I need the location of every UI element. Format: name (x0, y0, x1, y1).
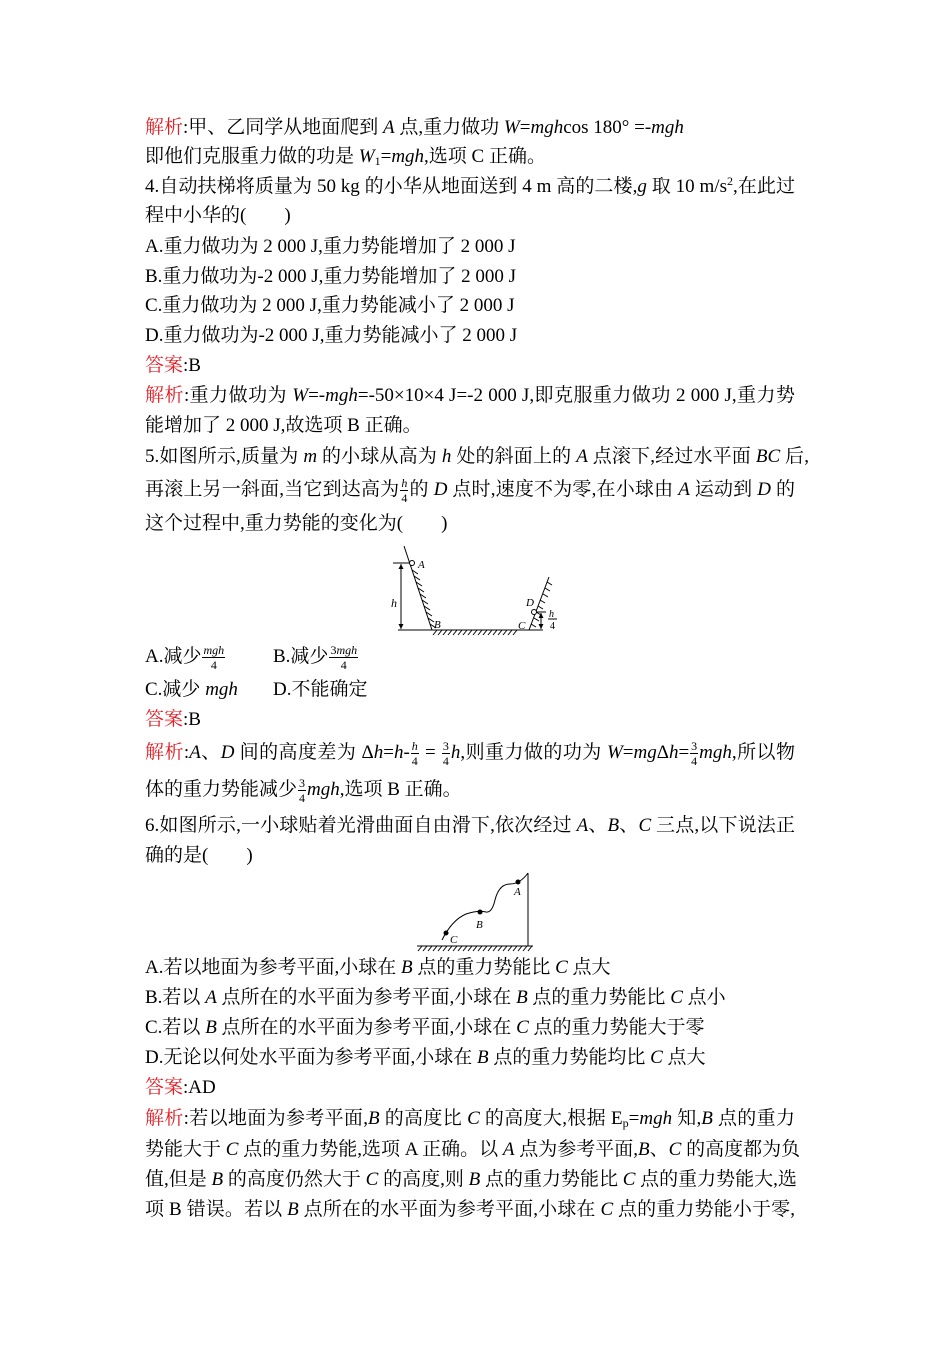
math-variable: A (383, 117, 395, 138)
math-variable: B (638, 1139, 650, 1160)
text-run: 点小 (682, 987, 726, 1008)
option-b (145, 985, 726, 1011)
math-variable: B (701, 1108, 713, 1129)
text-run: ,选项 C 正确。 (424, 146, 546, 167)
text-run: 点所在的水平面为参考平面,小球在 (216, 987, 517, 1008)
math-variable: BC (755, 446, 781, 467)
text-run: 4 (691, 754, 698, 769)
math-variable: A (189, 742, 201, 763)
text-run: D.不能确定 (273, 679, 368, 700)
option-b (273, 643, 359, 673)
text-run: 3 (299, 776, 306, 791)
analysis-line (145, 739, 795, 769)
option-c (145, 293, 514, 319)
text-run: 5.如图所示,质量为 (145, 446, 304, 467)
analysis-line (145, 1106, 795, 1132)
option-b (145, 264, 516, 290)
text-run: 的 (771, 479, 795, 500)
text-run: 点的重力势能比 (412, 957, 556, 978)
label-d: D (526, 597, 534, 609)
math-variable: B (476, 1047, 489, 1068)
label-a: A (418, 559, 425, 571)
fraction-denominator: 4 (550, 621, 555, 632)
text-run: 4 (411, 754, 418, 769)
section-label: 解析 (145, 385, 184, 406)
label-b: B (434, 619, 441, 631)
text-run: C.若以 (145, 1017, 206, 1038)
math-variable: C (365, 1169, 379, 1190)
math-variable: C (622, 1169, 636, 1190)
ball-d-icon (532, 610, 537, 615)
text-run: 点,重力做功 (394, 117, 504, 138)
math-variable: A (502, 1139, 515, 1160)
text-run: : (183, 742, 190, 763)
text-run: 、 (588, 815, 608, 836)
subscript: 1 (374, 154, 381, 168)
math-variable: B (205, 1017, 217, 1038)
math-variable: W (358, 146, 375, 167)
math-variable: h (668, 742, 679, 763)
text-run: 点的重力 (712, 1108, 795, 1129)
math-variable: C (638, 815, 652, 836)
math-variable: C (670, 987, 683, 1008)
math-variable: h (393, 742, 404, 763)
option-d (273, 677, 367, 703)
text-run: 点的重力势能大,选 (635, 1169, 797, 1190)
analysis-line (145, 776, 462, 806)
question-stem-line (145, 843, 253, 869)
text-run: 取 10 m/s (646, 176, 727, 197)
fraction-denominator (211, 658, 217, 671)
math-variable: h (401, 476, 408, 491)
math-variable: g (637, 176, 647, 197)
math-variable: mgh (205, 679, 238, 700)
fraction-denominator (299, 791, 305, 804)
math-variable: D (757, 479, 772, 500)
math-variable: B (211, 1169, 224, 1190)
question-stem-line (145, 444, 809, 470)
text-run: 势能大于 (145, 1139, 226, 1160)
text-run: cos 180° =- (563, 117, 652, 138)
section-label: 答案 (145, 709, 184, 730)
fraction-numerator (400, 477, 408, 491)
section-label: 解析 (145, 117, 184, 138)
fraction-numerator (202, 644, 225, 658)
analysis-line (145, 1167, 795, 1193)
math-variable: mgh (336, 643, 358, 658)
text-run: A.若以地面为参考平面,小球在 (145, 957, 401, 978)
math-variable: B (287, 1199, 299, 1220)
math-variable: B (468, 1169, 481, 1190)
math-variable: mgh (651, 117, 684, 138)
text-run: 4 (299, 791, 306, 806)
text-run: C.重力做功为 2 000 J,重力势能减小了 2 000 J (145, 295, 515, 316)
ground-hatch (433, 630, 517, 635)
text-run: 这个过程中,重力势能的变化为( ) (145, 513, 448, 534)
answer-line (145, 353, 201, 379)
ball-a-icon (516, 880, 521, 885)
label-a: A (514, 886, 521, 898)
text-run: ,在此过 (732, 176, 796, 197)
text-run: :AD (183, 1077, 216, 1098)
analysis-line (145, 1197, 795, 1223)
math-variable: mgh (325, 385, 358, 406)
text-run: 值,但是 (145, 1169, 212, 1190)
text-run: 4 (210, 658, 217, 673)
text-run: B.减少 (273, 646, 329, 667)
incline-figure (385, 540, 570, 640)
option-c (145, 677, 238, 703)
math-variable: A (205, 987, 217, 1008)
question-stem-line (145, 174, 795, 200)
math-variable: W (606, 742, 623, 763)
left-slope-hatch (412, 570, 436, 628)
text-run: 、 (649, 1139, 669, 1160)
fraction (411, 740, 419, 767)
math-variable: B (368, 1108, 380, 1129)
label-b: B (476, 919, 483, 931)
option-d (145, 323, 517, 349)
label-c: C (518, 620, 526, 632)
text-run: 能增加了 2 000 J,故选项 B 正确。 (145, 415, 422, 436)
fraction-denominator (691, 754, 697, 767)
text-run: 点滚下,经过水平面 (587, 446, 756, 467)
text-run: = (519, 117, 531, 138)
math-variable: mgh (530, 117, 564, 138)
text-run: C.减少 (145, 679, 206, 700)
text-run: 的 (409, 479, 434, 500)
text-run: 3 (330, 643, 337, 658)
text-run: 运动到 (689, 479, 758, 500)
text-run: A.重力做功为 2 000 J,重力势能增加了 2 000 J (145, 236, 516, 257)
fraction (202, 644, 225, 671)
math-variable: mgh (203, 643, 225, 658)
math-variable: B (400, 957, 413, 978)
text-run: = (628, 1108, 640, 1129)
text-run: = (419, 742, 441, 763)
text-run: 6.如图所示,一小球贴着光滑曲面自由滑下,依次经过 (145, 815, 577, 836)
option-a (145, 955, 611, 981)
text-run: 确的是( ) (145, 845, 253, 866)
math-variable: W (503, 117, 520, 138)
text-run: 4 (340, 658, 347, 673)
text-run: 知, (672, 1108, 702, 1129)
text-run: = (678, 742, 690, 763)
math-variable: m (303, 446, 318, 467)
answer-line (145, 1075, 216, 1101)
fraction (690, 740, 698, 767)
fraction-numerator: h (549, 609, 554, 620)
fraction (298, 777, 306, 804)
math-variable: mgh (307, 779, 340, 800)
text-run: =- (308, 385, 326, 406)
text-run: 点所在的水平面为参考平面,小球在 (216, 1017, 517, 1038)
question-stem-line (145, 203, 291, 229)
text-run: D.无论以何处水平面为参考平面,小球在 (145, 1047, 477, 1068)
subscript: p (622, 1116, 629, 1130)
ball-a-icon (410, 561, 415, 566)
text-run: 项 B 错误。若以 (145, 1199, 288, 1220)
section-label: 答案 (145, 1077, 184, 1098)
text-run: 程中小华的( ) (145, 205, 291, 226)
ball-c-icon (444, 931, 449, 936)
text-run: 、 (200, 742, 221, 763)
text-run: 4.自动扶梯将质量为 50 kg 的小华从地面送到 4 m 高的二楼, (145, 176, 638, 197)
text-run: = (380, 146, 392, 167)
text-run: 点的重力势能比 (527, 987, 671, 1008)
text-run: 点的重力势能,选项 A 正确。以 (238, 1139, 503, 1160)
text-run: 点的重力势能比 (480, 1169, 623, 1190)
math-variable: mg (633, 742, 657, 763)
fraction (329, 644, 358, 671)
text-run: 3 (442, 739, 449, 754)
math-variable: A (576, 815, 589, 836)
label-c: C (450, 934, 458, 946)
text-run: ,选项 B 正确。 (339, 779, 462, 800)
math-variable: mgh (391, 146, 425, 167)
fraction-denominator (341, 658, 347, 671)
section-label: 解析 (145, 1108, 184, 1129)
math-variable: h (373, 742, 384, 763)
text-run: 后, (780, 446, 809, 467)
fraction (442, 740, 450, 767)
fraction-numerator (329, 644, 358, 658)
text-run: 的小球从高为 (317, 446, 442, 467)
question-stem-line (145, 476, 795, 506)
math-variable: C (600, 1199, 614, 1220)
text-run: Δ (656, 742, 669, 763)
question-stem-line (145, 511, 447, 537)
text-run: :甲、乙同学从地面爬到 (183, 117, 384, 138)
option-d (145, 1045, 706, 1071)
analysis-line (145, 413, 422, 439)
text-run: 再滚上另一斜面,当它到达高为 (145, 479, 400, 500)
text-run: 点大 (662, 1047, 706, 1068)
text-run: 即他们克服重力做的功是 (145, 146, 359, 167)
text-run: :若以地面为参考平面, (183, 1108, 369, 1129)
math-variable: h (450, 742, 461, 763)
text-run: A.减少 (145, 646, 202, 667)
text-run: 的高度都为负 (681, 1139, 801, 1160)
curved-track-figure (412, 868, 538, 956)
text-run: :重力做功为 (183, 385, 293, 406)
text-run: 点为参考平面, (514, 1139, 639, 1160)
text-run: 点的重力势能大于零 (528, 1017, 705, 1038)
math-variable: C (516, 1017, 529, 1038)
fraction-denominator (401, 491, 407, 504)
analysis-line (145, 1137, 801, 1163)
text-run: 点时,速度不为零,在小球由 (447, 479, 679, 500)
math-variable: C (225, 1139, 239, 1160)
text-run: 的高度,则 (378, 1169, 469, 1190)
curved-track (442, 873, 528, 940)
fraction-denominator (443, 754, 449, 767)
text-run: = (622, 742, 634, 763)
text-run: ,所以物 (731, 742, 795, 763)
answer-line (145, 707, 201, 733)
text-run: 的高度比 (379, 1108, 468, 1129)
text-run: ,则重力做的功为 (460, 742, 607, 763)
math-variable: W (292, 385, 309, 406)
math-variable: C (555, 957, 568, 978)
text-run: 点的重力势能均比 (488, 1047, 651, 1068)
analysis-line (145, 115, 684, 141)
math-variable: C (668, 1139, 682, 1160)
text-run: D.重力做功为-2 000 J,重力势能减小了 2 000 J (145, 325, 518, 346)
section-label: 答案 (145, 355, 184, 376)
text-run: 点所在的水平面为参考平面,小球在 (298, 1199, 601, 1220)
analysis-line (145, 144, 546, 170)
math-variable: C (467, 1108, 480, 1129)
math-variable: B (516, 987, 528, 1008)
fraction-numerator (442, 740, 450, 754)
math-variable: h (411, 739, 418, 754)
math-variable: A (678, 479, 690, 500)
math-variable: D (220, 742, 235, 763)
text-run: 4 (401, 491, 408, 506)
text-run: 4 (442, 754, 449, 769)
text-run: 3 (691, 739, 698, 754)
math-variable: mgh (639, 1108, 673, 1129)
text-run: 的高度大,根据 E (479, 1108, 623, 1129)
section-label: 解析 (145, 742, 184, 763)
label-h: h (391, 596, 397, 610)
text-run: 的高度仍然大于 (223, 1169, 366, 1190)
option-c (145, 1015, 705, 1041)
text-run: 点的重力势能小于零, (613, 1199, 795, 1220)
text-run: = (383, 742, 394, 763)
option-a (145, 643, 226, 673)
text-run: =-50×10×4 J=-2 000 J,即克服重力做功 2 000 J,重力势 (357, 385, 795, 406)
superscript: 2 (726, 174, 733, 188)
option-a (145, 234, 516, 260)
text-run: :B (183, 709, 201, 730)
math-variable: mgh (699, 742, 732, 763)
fraction-numerator (411, 740, 419, 754)
analysis-line (145, 383, 795, 409)
text-run: 点大 (567, 957, 611, 978)
text-run: :B (183, 355, 201, 376)
fraction-numerator (298, 777, 306, 791)
text-run: 处的斜面上的 (451, 446, 577, 467)
ground-hatch (418, 946, 532, 951)
fraction-denominator (412, 754, 418, 767)
fraction-numerator (690, 740, 698, 754)
text-run: 三点,以下说法正 (651, 815, 795, 836)
math-variable: h (441, 446, 452, 467)
text-run: 、 (619, 815, 639, 836)
text-run: B.重力做功为-2 000 J,重力势能增加了 2 000 J (145, 266, 517, 287)
question-stem-line (145, 813, 795, 839)
math-variable: D (433, 479, 448, 500)
math-variable: B (607, 815, 620, 836)
text-run: 体的重力势能减少 (145, 779, 298, 800)
math-variable: A (576, 446, 588, 467)
text-run: - (403, 742, 410, 763)
math-variable: C (650, 1047, 663, 1068)
text-run: B.若以 (145, 987, 206, 1008)
ball-b-icon (478, 910, 483, 915)
fraction (400, 477, 408, 504)
text-run: 间的高度差为 Δ (234, 742, 374, 763)
